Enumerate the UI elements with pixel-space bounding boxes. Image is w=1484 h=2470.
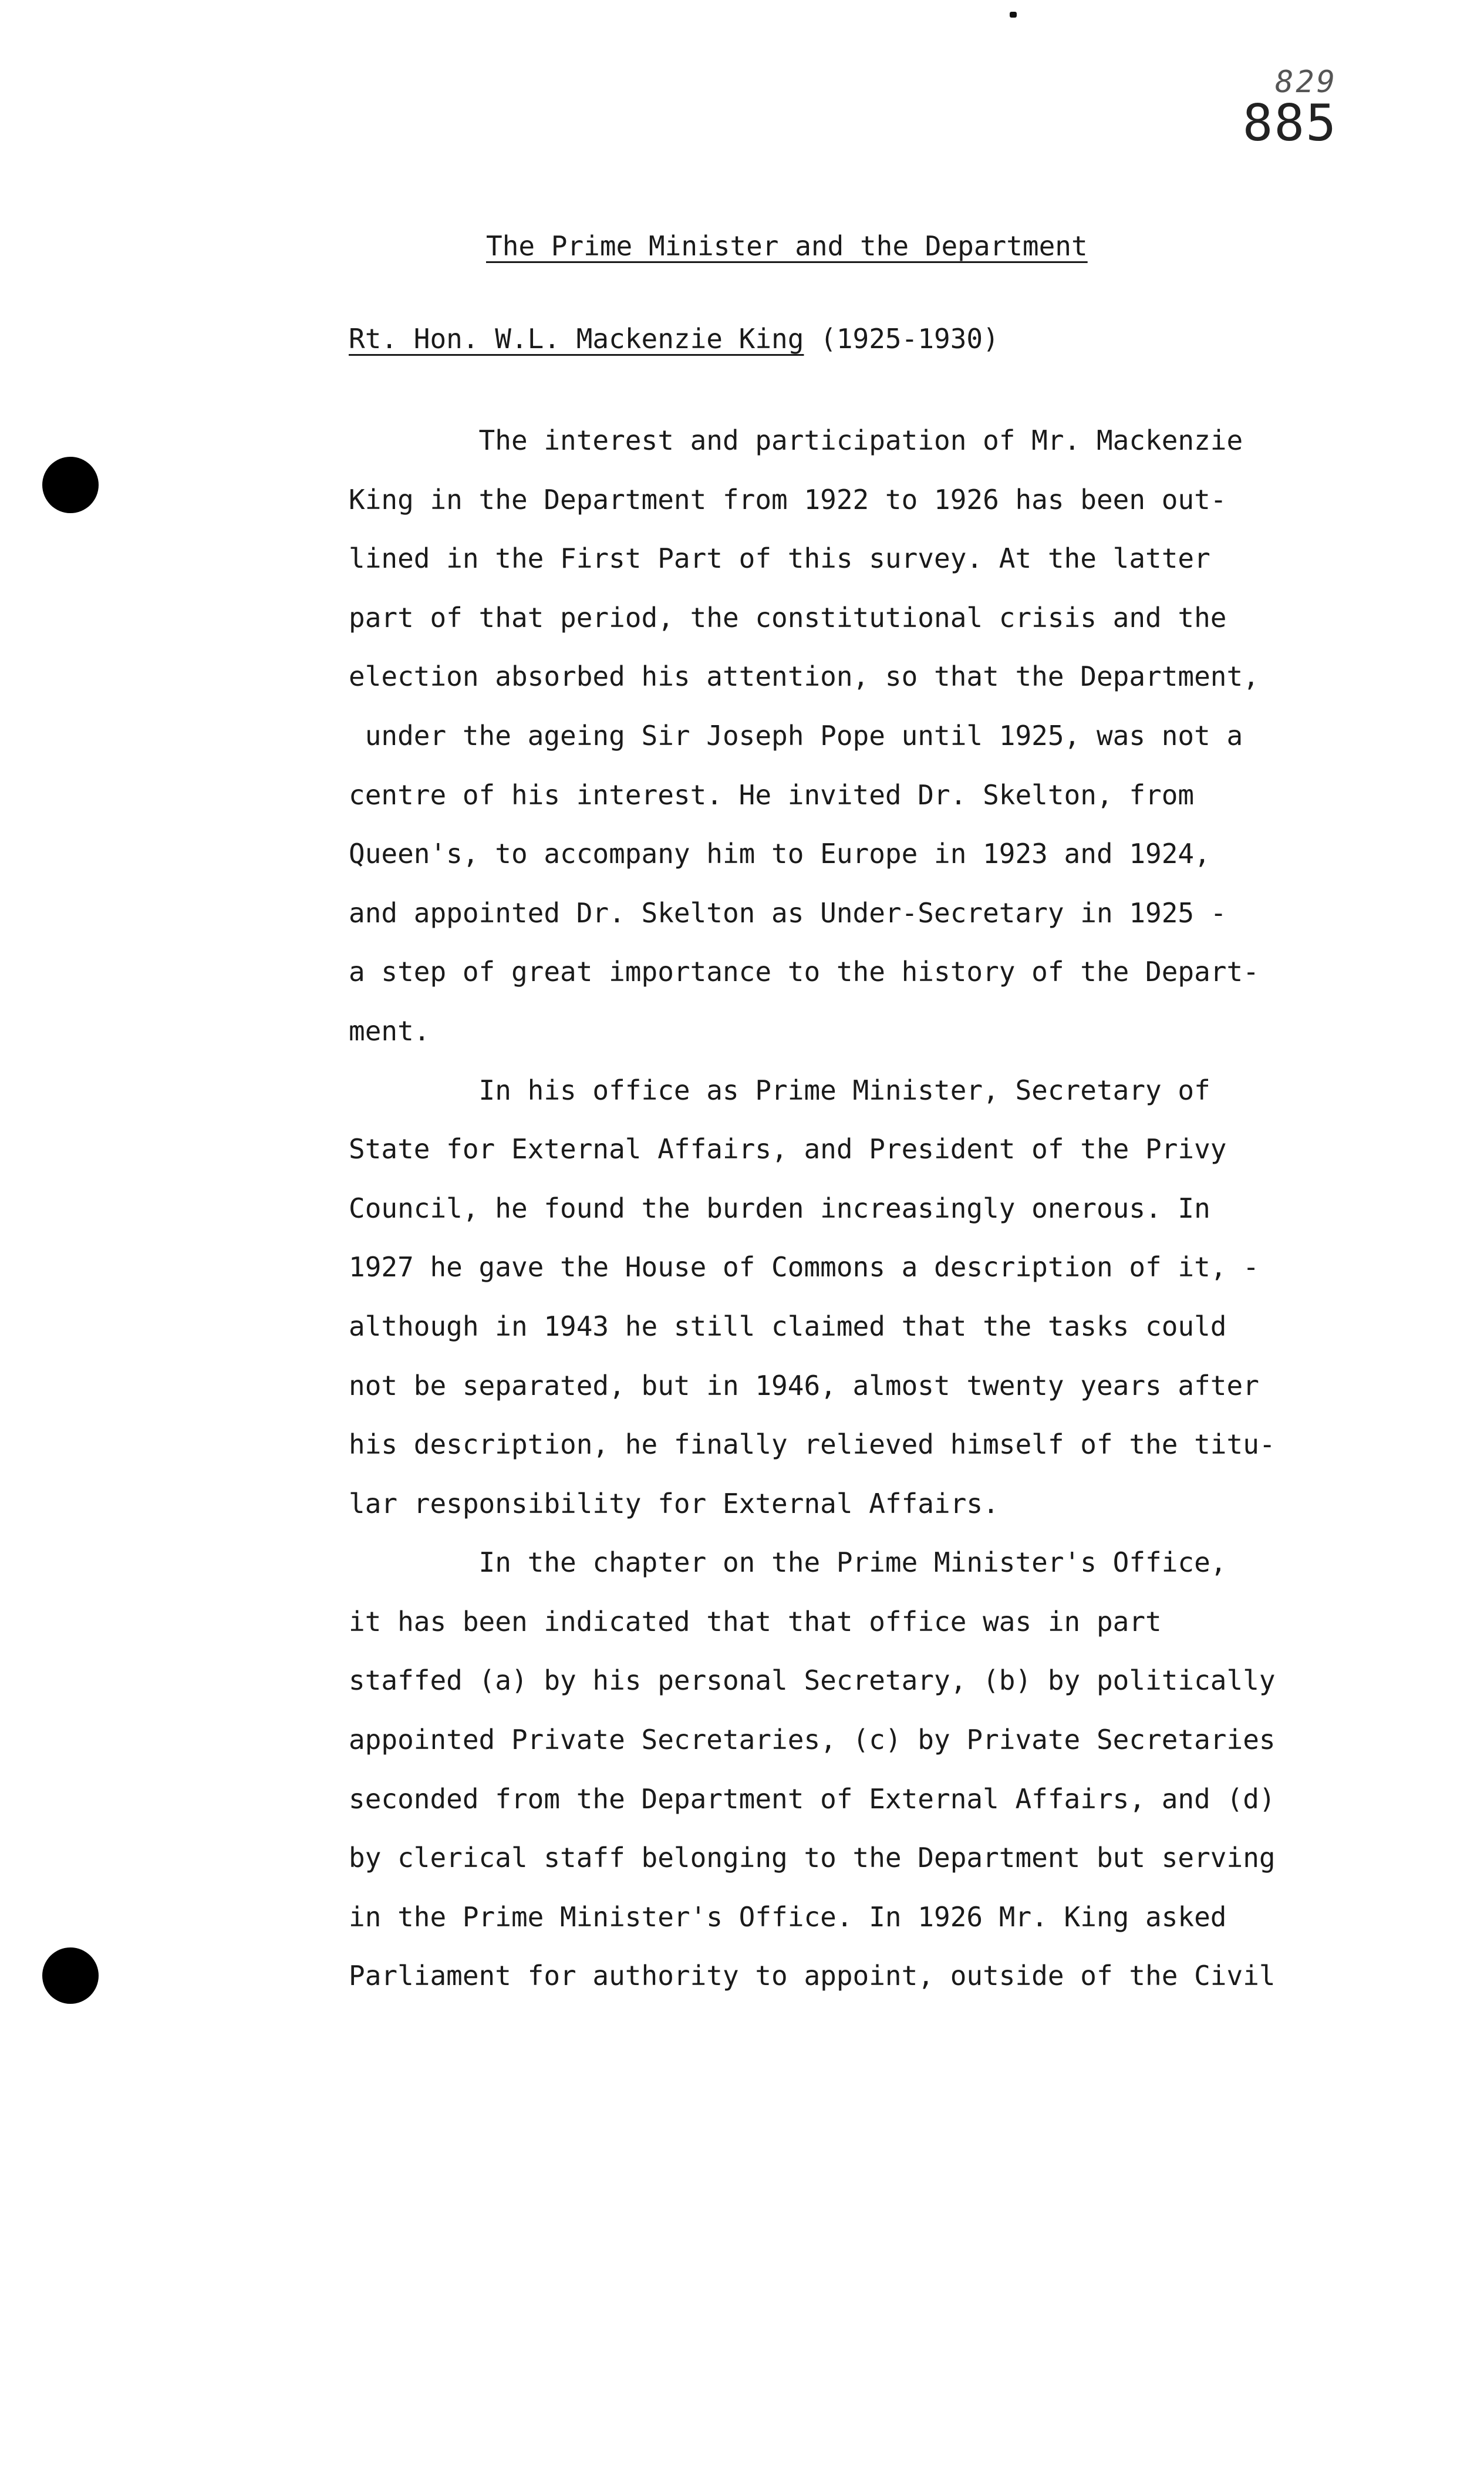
text-line: Parliament for authority to appoint, outside of the Civil xyxy=(349,1960,1276,1992)
text-line: it has been indicated that that office was in part xyxy=(349,1605,1162,1637)
section-heading-years: (1925-1930) xyxy=(804,323,999,355)
body-text xyxy=(349,411,1364,2006)
text-line: lined in the First Part of this survey. At the latter xyxy=(349,542,1210,575)
section-heading xyxy=(349,323,999,355)
text-line: under the ageing Sir Joseph Pope until 1925, was not a xyxy=(349,719,1243,752)
text-line: appointed Private Secretaries, (c) by Private Secretaries xyxy=(349,1724,1276,1756)
text-line: part of that period, the constitutional crisis and the xyxy=(349,601,1227,633)
text-line: although in 1943 he still claimed that the tasks could xyxy=(349,1310,1227,1342)
text-line: ment. xyxy=(349,1015,430,1047)
text-line: King in the Department from 1922 to 1926 has been out- xyxy=(349,483,1227,515)
text-line: lar responsibility for External Affairs. xyxy=(349,1487,999,1519)
text-line: Council, he found the burden increasingly onerous. In xyxy=(349,1192,1210,1224)
text-line: 1927 he gave the House of Commons a description of it, - xyxy=(349,1251,1259,1283)
text-line: staffed (a) by his personal Secretary, (b) by politically xyxy=(349,1664,1276,1697)
text-line: in the Prime Minister's Office. In 1926 Mr. King asked xyxy=(349,1900,1227,1933)
text-line: In his office as Prime Minister, Secretary of xyxy=(349,1074,1210,1106)
punch-hole-bottom xyxy=(42,1947,99,2004)
page-title: The Prime Minister and the Department xyxy=(486,230,1088,262)
ink-speck xyxy=(1010,12,1017,18)
text-line: State for External Affairs, and President of the Privy xyxy=(349,1133,1227,1165)
old-page-number: 829 xyxy=(1275,65,1337,100)
text-line: by clerical staff belonging to the Department but serving xyxy=(349,1842,1276,1874)
new-page-number: 885 xyxy=(1242,94,1337,153)
text-line: a step of great importance to the history of the Depart- xyxy=(349,956,1259,988)
text-line: seconded from the Department of External Affairs, and (d) xyxy=(349,1782,1276,1815)
text-line: Queen's, to accompany him to Europe in 1923 and 1924, xyxy=(349,838,1210,870)
text-line: election absorbed his attention, so that the Department, xyxy=(349,661,1259,693)
text-line: and appointed Dr. Skelton as Under-Secretary in 1925 - xyxy=(349,897,1227,929)
text-line: not be separated, but in 1946, almost twenty years after xyxy=(349,1369,1259,1401)
text-line: his description, he finally relieved himself of the titu- xyxy=(349,1428,1276,1461)
text-line: centre of his interest. He invited Dr. Skelton, from xyxy=(349,779,1195,811)
punch-hole-top xyxy=(42,457,99,513)
text-line: In the chapter on the Prime Minister's Office, xyxy=(349,1546,1227,1579)
text-line: The interest and participation of Mr. Mackenzie xyxy=(349,424,1243,456)
section-heading-name: Rt. Hon. W.L. Mackenzie King xyxy=(349,323,804,355)
page-number xyxy=(1242,65,1337,153)
